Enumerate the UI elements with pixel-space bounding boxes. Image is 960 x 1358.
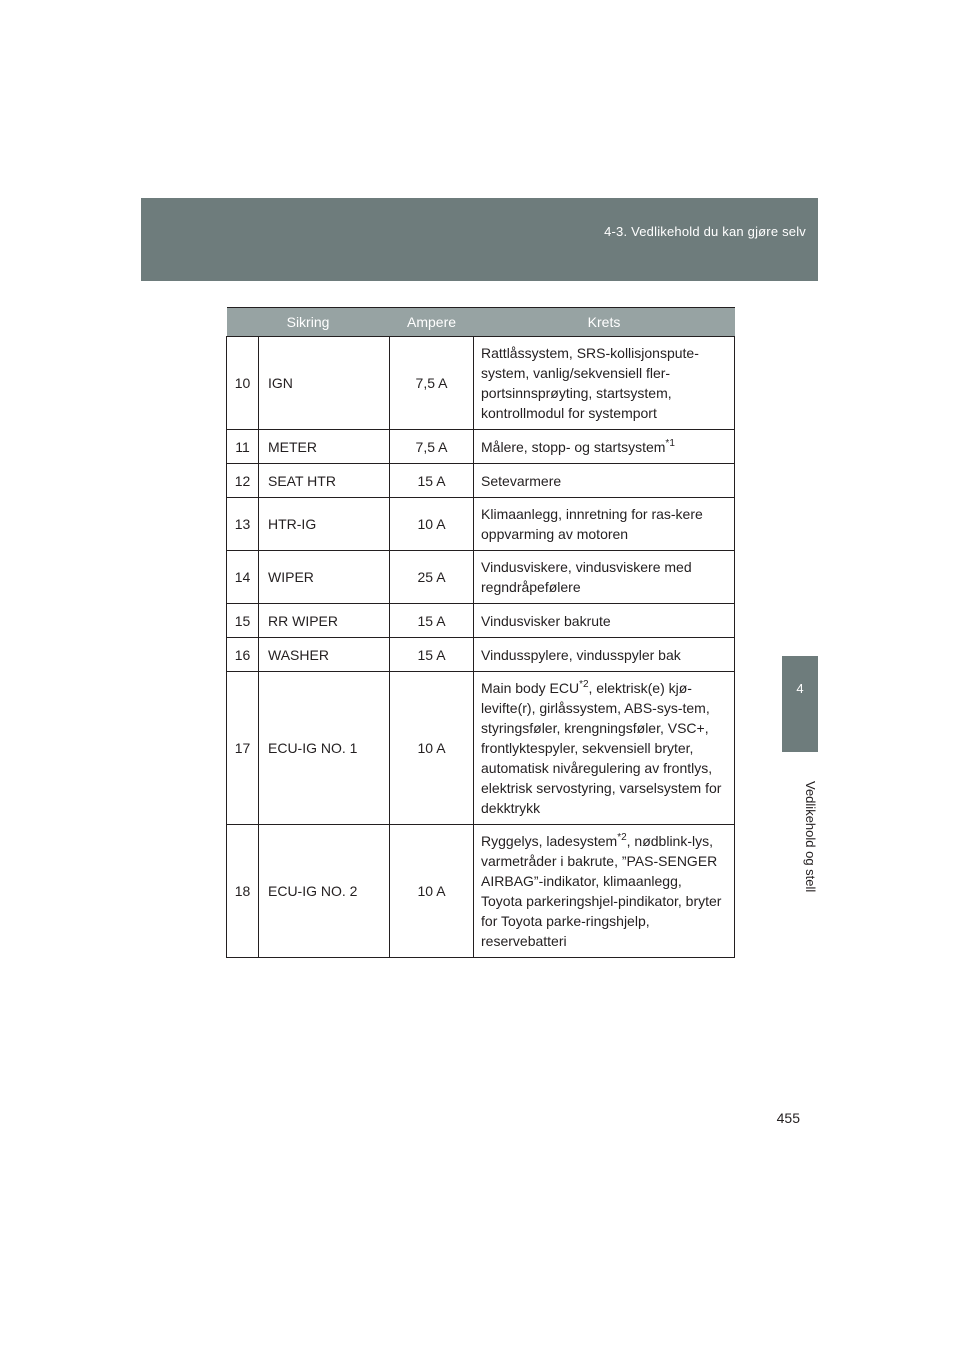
table-row <box>227 551 735 604</box>
fuse-circuit <box>474 430 735 464</box>
column-header-ampere: Ampere <box>390 308 474 337</box>
fuse-circuit: Rattlåssystem, SRS-kollisjonspute-system, vanlig/sekvensiell fler-portsinnsprøyting, startsystem, kontrollmodul for systemport <box>474 337 735 430</box>
table-row <box>227 430 735 464</box>
fuse-number: 16 <box>227 638 259 672</box>
table-row <box>227 604 735 638</box>
circuit-text-continued: , elektrisk(e) kjø-levifte(r), girlåssystem, ABS-sys-tem, styringsføler, krengningsføler, VSC+, frontlyktespyler, sekvensiell bryter, automatisk nivåregulering av frontlys, elektrisk servostyring, varselsystem for dekktrykk <box>481 680 722 816</box>
table-header-row <box>227 308 735 337</box>
fuse-name: SEAT HTR <box>259 464 390 498</box>
fuse-ampere: 10 A <box>390 672 474 825</box>
fuse-table <box>226 307 735 958</box>
fuse-number: 13 <box>227 498 259 551</box>
footnote-marker: *2 <box>579 679 589 690</box>
chapter-label: Vedlikehold og stell <box>803 781 818 893</box>
fuse-circuit <box>474 825 735 958</box>
column-header-circuit: Krets <box>474 308 735 337</box>
fuse-number: 10 <box>227 337 259 430</box>
section-title: 4-3. Vedlikehold du kan gjøre selv <box>604 224 806 239</box>
fuse-circuit: Klimaanlegg, innretning for ras-kere oppvarming av motoren <box>474 498 735 551</box>
circuit-text: Ryggelys, ladesystem <box>481 833 618 849</box>
fuse-name: WIPER <box>259 551 390 604</box>
fuse-name: METER <box>259 430 390 464</box>
fuse-name: ECU-IG NO. 1 <box>259 672 390 825</box>
fuse-number: 12 <box>227 464 259 498</box>
fuse-name: WASHER <box>259 638 390 672</box>
fuse-circuit <box>474 672 735 825</box>
fuse-ampere: 10 A <box>390 498 474 551</box>
fuse-number: 18 <box>227 825 259 958</box>
table-row <box>227 672 735 825</box>
table-row <box>227 498 735 551</box>
fuse-circuit: Vindusspylere, vindusspyler bak <box>474 638 735 672</box>
table-row <box>227 337 735 430</box>
fuse-ampere: 25 A <box>390 551 474 604</box>
fuse-number: 15 <box>227 604 259 638</box>
fuse-name: HTR-IG <box>259 498 390 551</box>
fuse-ampere: 15 A <box>390 464 474 498</box>
table-row <box>227 464 735 498</box>
chapter-tab <box>782 656 818 752</box>
fuse-ampere: 7,5 A <box>390 430 474 464</box>
table-row <box>227 825 735 958</box>
circuit-text: Målere, stopp- og startsystem <box>481 438 666 455</box>
header-band <box>141 198 818 281</box>
fuse-ampere: 7,5 A <box>390 337 474 430</box>
footnote-marker: *2 <box>617 832 627 843</box>
table-row <box>227 638 735 672</box>
fuse-number: 17 <box>227 672 259 825</box>
chapter-number: 4 <box>796 681 804 696</box>
fuse-name: RR WIPER <box>259 604 390 638</box>
fuse-circuit: Vindusviskere, vindusviskere med regndråpefølere <box>474 551 735 604</box>
circuit-text-continued: , nødblink-lys, varmetråder i bakrute, ”PAS-SENGER AIRBAG”-indikator, klimaanlegg, Toyota parkeringshjel-pindikator, bryter for Toyota parke-ringshjelp, reservebatteri <box>481 833 722 949</box>
fuse-circuit: Vindusvisker bakrute <box>474 604 735 638</box>
footnote-marker: *1 <box>665 437 675 449</box>
fuse-ampere: 10 A <box>390 825 474 958</box>
fuse-ampere: 15 A <box>390 604 474 638</box>
fuse-number: 11 <box>227 430 259 464</box>
column-header-fuse: Sikring <box>227 308 390 337</box>
fuse-number: 14 <box>227 551 259 604</box>
fuse-name: IGN <box>259 337 390 430</box>
fuse-ampere: 15 A <box>390 638 474 672</box>
fuse-name: ECU-IG NO. 2 <box>259 825 390 958</box>
page-number: 455 <box>776 1110 800 1126</box>
circuit-text: Main body ECU <box>481 680 580 696</box>
fuse-circuit: Setevarmere <box>474 464 735 498</box>
